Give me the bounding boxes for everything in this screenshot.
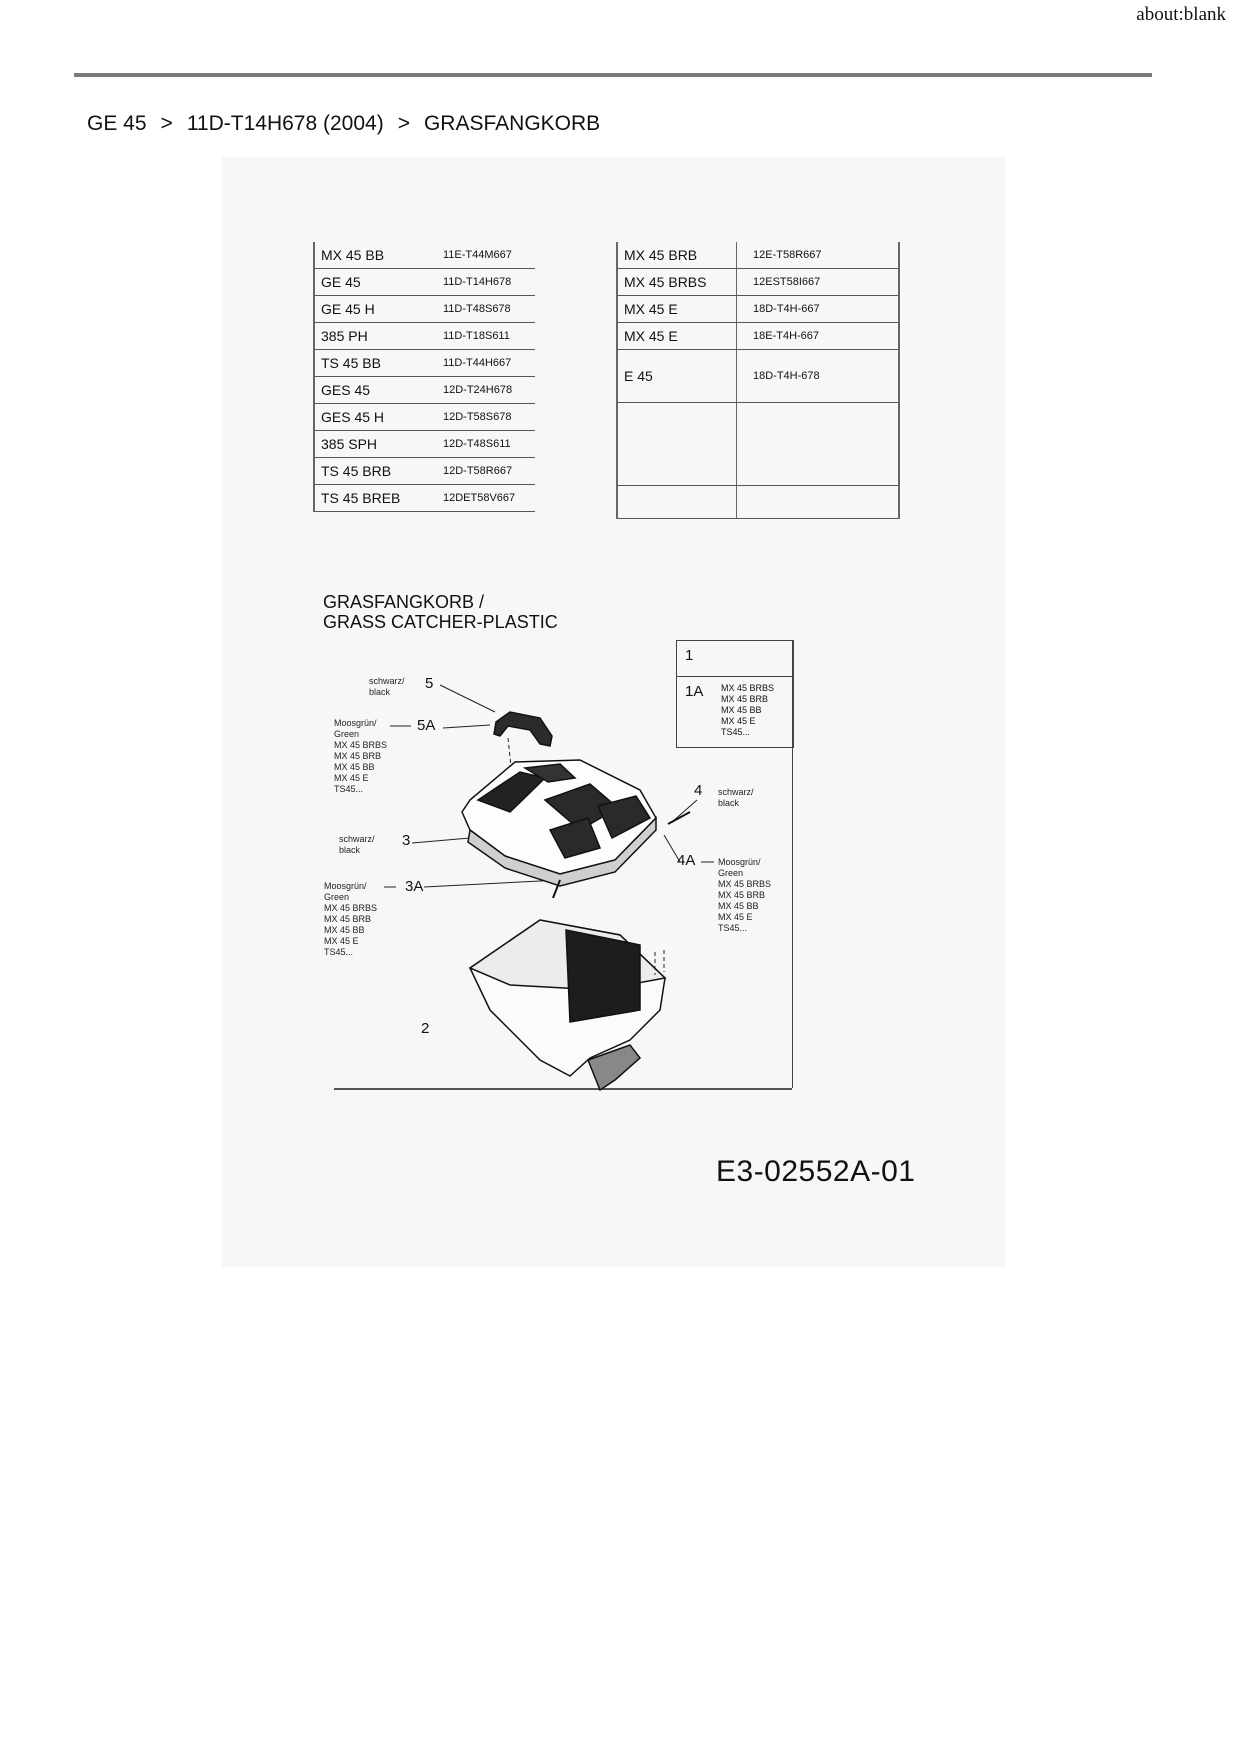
browser-url: about:blank xyxy=(1136,4,1226,25)
callout-4-color: schwarz/ black xyxy=(718,787,754,808)
callout-5a: 5A xyxy=(417,717,436,734)
diagram-heading-english: GRASS CATCHER-PLASTIC xyxy=(323,612,558,632)
callout-5a-color: Moosgrün/ Green MX 45 BRBS MX 45 BRB MX 45 BB MX 45 E TS45... xyxy=(334,718,388,794)
model-name: TS 45 BRB xyxy=(314,458,423,485)
model-code: 12D-T24H678 xyxy=(423,377,535,404)
model-name: 385 PH xyxy=(314,323,423,350)
leader-5 xyxy=(440,685,495,712)
model-code: 11D-T44H667 xyxy=(423,350,535,377)
leader-3a xyxy=(424,880,560,887)
model-name: TS 45 BB xyxy=(314,350,423,377)
model-name: GE 45 H xyxy=(314,296,423,323)
callout-4: 4 xyxy=(694,782,703,799)
model-code: 12D-T58S678 xyxy=(423,404,535,431)
model-name: MX 45 E xyxy=(617,296,737,323)
model-name: MX 45 BRB xyxy=(617,242,737,269)
model-name: GE 45 xyxy=(314,269,423,296)
model-code: 18E-T4H-667 xyxy=(737,323,900,350)
model-name: MX 45 BB xyxy=(314,242,423,269)
model-code: 11E-T44M667 xyxy=(423,242,535,269)
model-code: 12D-T58R667 xyxy=(423,458,535,485)
model-code: 11D-T48S678 xyxy=(423,296,535,323)
model-code: 12EST58I667 xyxy=(737,269,900,296)
callout-5-color: schwarz/ black xyxy=(369,676,405,697)
breadcrumb-separator: > xyxy=(397,112,410,135)
model-code: 11D-T14H678 xyxy=(423,269,535,296)
callout-3a-color: Moosgrün/ Green MX 45 BRBS MX 45 BRB MX 45 BB MX 45 E TS45... xyxy=(324,881,378,957)
breadcrumb-separator: > xyxy=(160,112,173,135)
model-name: MX 45 BRBS xyxy=(617,269,737,296)
model-code: 12E-T58R667 xyxy=(737,242,900,269)
model-code: 11D-T18S611 xyxy=(423,323,535,350)
leader-3 xyxy=(412,838,470,843)
breadcrumb-model-link[interactable]: GE 45 xyxy=(87,112,147,135)
variant-one-label: 1 xyxy=(685,647,694,664)
model-name: 385 SPH xyxy=(314,431,423,458)
diagram-heading-german: GRASFANGKORB / xyxy=(323,592,485,612)
model-name: MX 45 E xyxy=(617,323,737,350)
callout-5: 5 xyxy=(425,675,434,692)
callout-3: 3 xyxy=(402,832,411,849)
model-code: 18D-T4H-667 xyxy=(737,296,900,323)
model-name: GES 45 H xyxy=(314,404,423,431)
callout-3-color: schwarz/ black xyxy=(339,834,375,855)
handle-part xyxy=(494,712,552,746)
leader-5a xyxy=(443,725,490,728)
model-code: 18D-T4H-678 xyxy=(737,350,900,403)
breadcrumb-current-page: GRASFANGKORB xyxy=(423,112,601,135)
model-name: E 45 xyxy=(617,350,737,403)
pin-4 xyxy=(668,812,690,824)
callout-4a: 4A xyxy=(677,852,696,869)
model-code: 12D-T48S611 xyxy=(423,431,535,458)
breadcrumb-variant-link[interactable]: 11D-T14H678 (2004) xyxy=(186,112,384,135)
basket-part xyxy=(470,920,665,1090)
callout-2: 2 xyxy=(421,1020,430,1037)
document-number: E3-02552A-01 xyxy=(716,1155,916,1188)
model-code: 12DET58V667 xyxy=(423,485,535,512)
callout-3a: 3A xyxy=(405,878,424,895)
model-name: TS 45 BREB xyxy=(314,485,423,512)
callout-4a-color: Moosgrün/ Green MX 45 BRBS MX 45 BRB MX 45 BB MX 45 E TS45... xyxy=(718,857,772,933)
variant-1a-label: 1A xyxy=(685,683,704,700)
variant-1a-models: MX 45 BRBS MX 45 BRB MX 45 BB MX 45 E TS45... xyxy=(721,683,775,737)
model-name: GES 45 xyxy=(314,377,423,404)
lid-part xyxy=(462,760,656,886)
